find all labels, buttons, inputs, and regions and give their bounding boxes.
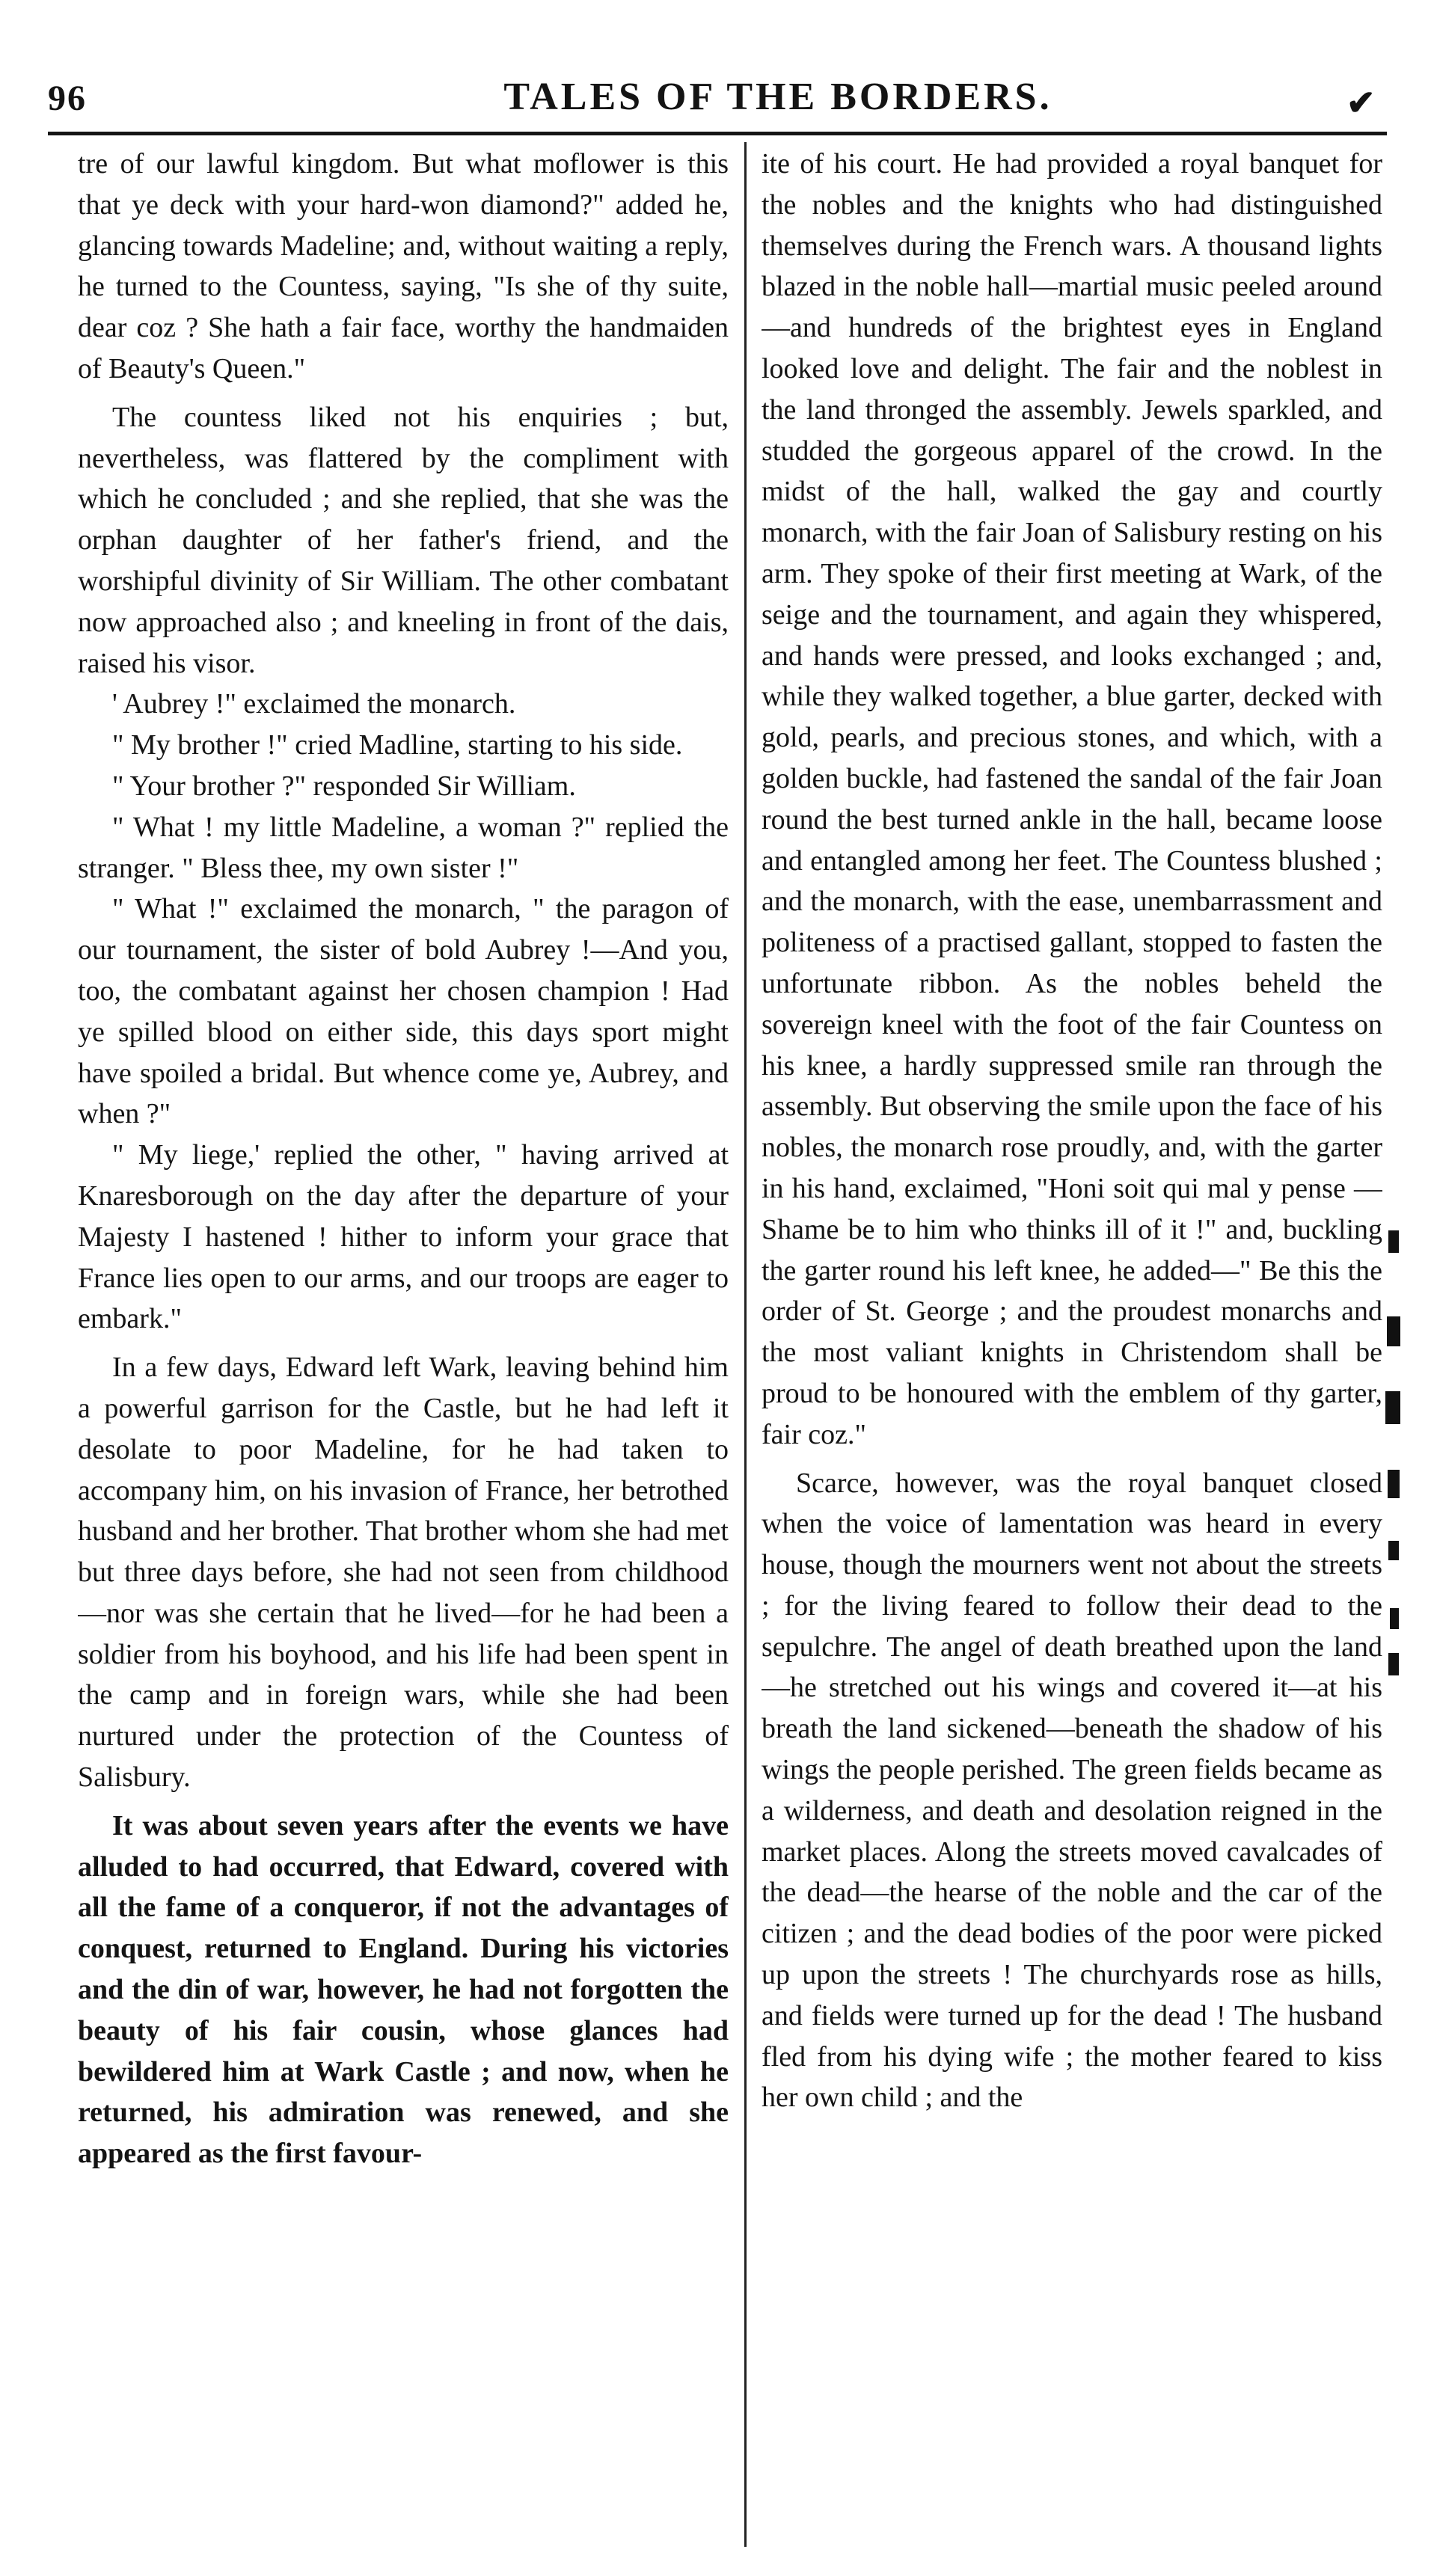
ink-mark-icon: ✔ xyxy=(1346,84,1376,122)
paragraph: ite of his court. He had provided a royal banquet for the nobles and the knights who had distinguished themselves during the French wars. A thousand lights blazed in the noble hall—martial music peeled around —and hundreds of the brightest eyes in England looked love and delight. The fair and the noblest in the land thronged the assembly. Jewels sparkled, and studded the gorgeous apparel of the crowd. In the midst of the hall, walked the gay and courtly monarch, with the fair Joan of Salisbury resting on his arm. They spoke of their first meeting at Wark, of the seige and the tournament, and again they whispered, and hands were pressed, and looks exchanged ; and, while they walked together, a blue garter, decked with gold, pearls, and precious stones, and which, with a golden buckle, had fastened the sandal of the fair Joan round the best turned ankle in the hall, became loose and entangled among her feet. The Countess blushed ; and the monarch, with the ease, unembarrassment and politeness of a practised gallant, stopped to fasten the unfortunate ribbon. As the nobles beheld the sovereign kneel with the foot of the fair Countess on his knee, a hardly suppressed smile ran through the assembly. But observing the smile upon the face of his nobles, the monarch rose proudly, and, with the garter in his hand, exclaimed, "Honi soit qui mal y pense —Shame be to him who thinks ill of it !" and, buckling the garter round his left knee, he added—" Be this the order of St. George ; and the proudest monarchs and the most valiant knights in Christendom shall be proud to be honoured with the emblem of thy garter, fair coz." xyxy=(762,148,1382,1450)
print-smudge xyxy=(1388,1653,1399,1675)
paragraph: In a few days, Edward left Wark, leaving behind him a powerful garrison for the Castle, but he had left it desolate to poor Madeline, for he had taken to accompany him, on his invasion of France, her betrothed husband and her brother. That brother whom she had met but three days before, she had not seen from childhood—nor was she certain that he lived—for he had been a soldier from his boyhood, and his life had been spent in the camp and in foreign wars, while she had been nurtured under the protection of the Countess of Salisbury. xyxy=(78,1352,729,1794)
left-column xyxy=(78,144,729,2545)
print-smudge xyxy=(1390,1608,1399,1629)
paragraph: ' Aubrey !" exclaimed the monarch. xyxy=(112,688,516,720)
paragraph: " Your brother ?" responded Sir William. xyxy=(112,770,576,802)
page-number: 96 xyxy=(48,79,87,118)
print-smudge xyxy=(1388,1541,1399,1560)
paragraph: Scarce, however, was the royal banquet closed when the voice of lamentation was heard in every house, though the mourners went not about the streets ; for the living feared to follow their dead to the sepulchre. The angel of death breathed upon the land—he stretched out his wings and covered it—at his breath the land sickened—beneath the shadow of his wings the people perished. The green fields became as a wilderness, and death and desolation reigned in the market places. Along the streets moved cavalcades of the dead—the hearse of the noble and the car of the citizen ; and the dead bodies of the poor were picked up upon the streets ! The churchyards rose as hills, and fields were turned up for the dead ! The husband fled from his dying wife ; the mother feared to kiss her own child ; and the xyxy=(762,1467,1382,2114)
running-title: TALES OF THE BORDERS. xyxy=(503,76,1052,118)
print-smudge xyxy=(1385,1391,1400,1424)
print-smudge xyxy=(1388,1230,1399,1253)
paragraph: The countess liked not his enquiries ; but, nevertheless, was flattered by the compliment with which he concluded ; and she replied, that she was the orphan daughter of her father's friend, and the worshipful divinity of Sir William. The other combatant now approached also ; and kneeling in front of the dais, raised his visor. xyxy=(78,401,729,679)
paragraph: tre of our lawful kingdom. But what moflower is this that ye deck with your hard-won diamond?" added he, glancing towards Madeline; and, without waiting a reply, he turned to the Countess, saying, "Is she of thy suite, dear coz ? She hath a fair face, worthy the handmaiden of Beauty's Queen." xyxy=(78,148,729,384)
paragraph: It was about seven years after the events we have alluded to had occurred, that Edward, covered with all the fame of a conqueror, if not the advantages of conquest, returned to England. During his victories and the din of war, however, he had not forgotten the beauty of his fair cousin, whose glances had bewildered him at Wark Castle ; and now, when he returned, his admiration was renewed, and she appeared as the first favour- xyxy=(78,1809,729,2170)
print-smudge xyxy=(1388,1470,1400,1498)
print-smudge xyxy=(1387,1316,1400,1346)
paragraph: " What ! my little Madeline, a woman ?" replied the stranger. " Bless thee, my own sister !" xyxy=(78,811,729,884)
header-rule xyxy=(48,132,1387,135)
paragraph: " What !" exclaimed the monarch, " the paragon of our tournament, the sister of bold Aubrey !—And you, too, the combatant against her chosen champion ! Had ye spilled blood on either side, this days sport might have spoiled a bridal. But whence come ye, Aubrey, and when ?" xyxy=(78,893,729,1130)
paragraph: " My brother !" cried Madline, starting to his side. xyxy=(112,729,683,761)
column-rule xyxy=(744,142,747,2547)
paragraph: " My liege,' replied the other, " having arrived at Knaresborough on the day after the departure of your Majesty I hastened ! hither to inform your grace that France lies open to our arms, and our troops are eager to embark." xyxy=(78,1139,729,1335)
right-column xyxy=(762,144,1382,2545)
